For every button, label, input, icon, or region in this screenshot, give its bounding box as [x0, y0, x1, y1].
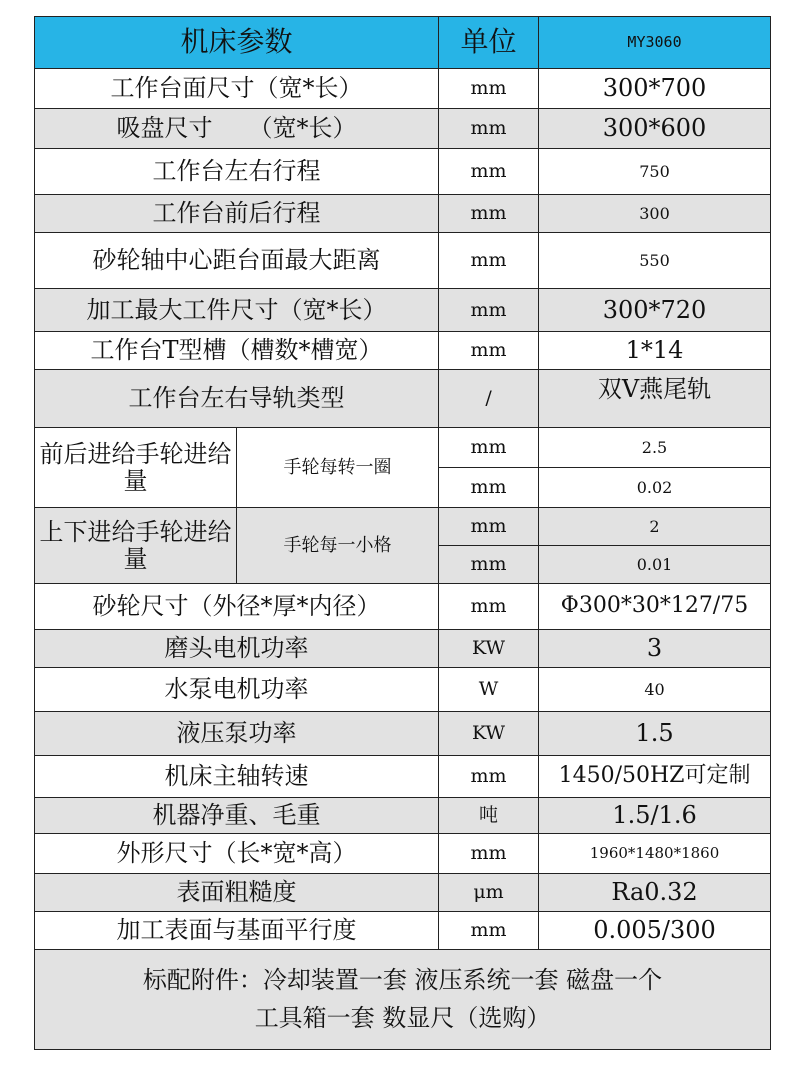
feed-front-sub: 手轮每转一圈 — [237, 428, 439, 508]
row-value: 1.5 — [539, 712, 771, 756]
row-value: 1960*1480*1860 — [539, 834, 771, 874]
row-value: 300 — [539, 195, 771, 233]
row-unit: mm — [439, 233, 539, 289]
row-unit: mm — [439, 756, 539, 798]
row-unit: mm — [439, 289, 539, 332]
table-row — [35, 370, 771, 428]
row-name: 工作台前后行程 — [35, 195, 439, 233]
table-row — [35, 508, 771, 546]
row-value: 2.5 — [539, 428, 771, 468]
row-value: 双V燕尾轨 — [539, 370, 771, 428]
table-row — [35, 668, 771, 712]
feed-front-name: 前后进给手轮进给量 — [35, 428, 237, 508]
table-row — [35, 874, 771, 912]
row-value: 0.005/300 — [539, 912, 771, 950]
row-name: 表面粗糙度 — [35, 874, 439, 912]
row-value: 300*600 — [539, 109, 771, 149]
row-name: 工作台T型槽（槽数*槽宽） — [35, 332, 439, 370]
row-unit: mm — [439, 584, 539, 630]
header-unit: 单位 — [439, 17, 539, 69]
row-name: 砂轮轴中心距台面最大距离 — [35, 233, 439, 289]
row-value: 1.5/1.6 — [539, 798, 771, 834]
row-name: 机床主轴转速 — [35, 756, 439, 798]
row-value: Ra0.32 — [539, 874, 771, 912]
table-row — [35, 630, 771, 668]
row-unit: mm — [439, 195, 539, 233]
row-unit: mm — [439, 109, 539, 149]
row-unit: / — [439, 370, 539, 428]
feed-up-name: 上下进给手轮进给量 — [35, 508, 237, 584]
row-unit: mm — [439, 546, 539, 584]
row-unit: mm — [439, 912, 539, 950]
table-row — [35, 332, 771, 370]
row-name: 机器净重、毛重 — [35, 798, 439, 834]
row-value: 3 — [539, 630, 771, 668]
table-row — [35, 289, 771, 332]
row-value: 300*700 — [539, 69, 771, 109]
header-name: 机床参数 — [35, 17, 439, 69]
table-row — [35, 69, 771, 109]
row-unit: KW — [439, 630, 539, 668]
row-unit: mm — [439, 834, 539, 874]
table-row — [35, 756, 771, 798]
table-row — [35, 912, 771, 950]
table-row — [35, 233, 771, 289]
row-unit: mm — [439, 149, 539, 195]
row-value: 40 — [539, 668, 771, 712]
feed-up-sub: 手轮每一小格 — [237, 508, 439, 584]
row-unit: KW — [439, 712, 539, 756]
spec-table — [34, 16, 771, 1050]
row-name: 砂轮尺寸（外径*厚*内径） — [35, 584, 439, 630]
row-name: 液压泵功率 — [35, 712, 439, 756]
table-row — [35, 428, 771, 468]
table-row — [35, 584, 771, 630]
row-value: 2 — [539, 508, 771, 546]
row-unit: W — [439, 668, 539, 712]
row-name: 加工表面与基面平行度 — [35, 912, 439, 950]
row-value: 1450/50HZ可定制 — [539, 756, 771, 798]
row-name: 吸盘尺寸 （宽*长） — [35, 109, 439, 149]
row-unit: mm — [439, 69, 539, 109]
row-name: 磨头电机功率 — [35, 630, 439, 668]
row-name: 水泵电机功率 — [35, 668, 439, 712]
row-unit: mm — [439, 332, 539, 370]
accessories-line-1: 标配附件：冷却装置一套 液压系统一套 磁盘一个 — [142, 966, 663, 995]
accessories-note — [35, 950, 771, 1050]
table-row — [35, 712, 771, 756]
row-name: 工作台左右导轨类型 — [35, 370, 439, 428]
row-value: Φ300*30*127/75 — [539, 584, 771, 630]
footer-row — [35, 950, 771, 1050]
row-value: 1*14 — [539, 332, 771, 370]
table-row — [35, 149, 771, 195]
row-value: 0.02 — [539, 468, 771, 508]
table-row — [35, 195, 771, 233]
row-unit: μm — [439, 874, 539, 912]
row-unit: 吨 — [439, 798, 539, 834]
table-row — [35, 834, 771, 874]
row-name: 工作台左右行程 — [35, 149, 439, 195]
row-value: 550 — [539, 233, 771, 289]
table-row — [35, 109, 771, 149]
row-name: 工作台面尺寸（宽*长） — [35, 69, 439, 109]
row-unit: mm — [439, 508, 539, 546]
row-value: 0.01 — [539, 546, 771, 584]
header-model: MY3060 — [539, 17, 771, 69]
header-row — [35, 17, 771, 69]
row-unit: mm — [439, 428, 539, 468]
row-name: 加工最大工件尺寸（宽*长） — [35, 289, 439, 332]
row-value: 300*720 — [539, 289, 771, 332]
accessories-line-2: 工具箱一套 数显尺（选购） — [254, 1003, 551, 1032]
table-row — [35, 798, 771, 834]
row-name: 外形尺寸（长*宽*高） — [35, 834, 439, 874]
row-value: 750 — [539, 149, 771, 195]
row-unit: mm — [439, 468, 539, 508]
